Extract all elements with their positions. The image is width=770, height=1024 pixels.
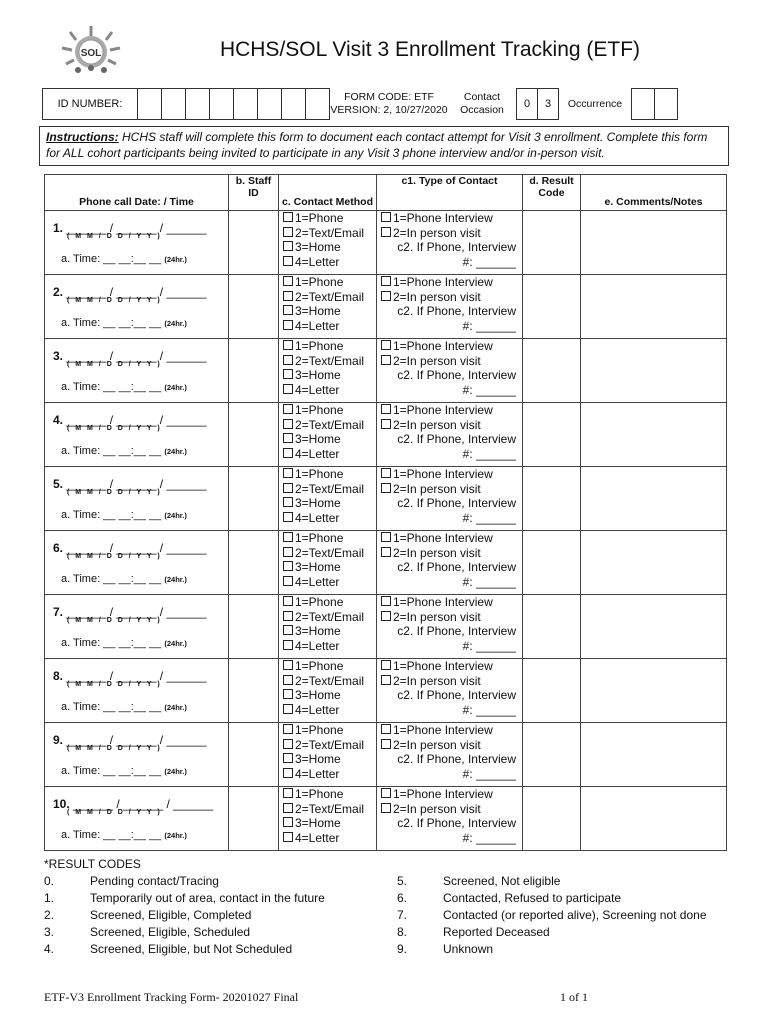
checkbox-icon[interactable]: [283, 640, 293, 650]
method-option[interactable]: 4=Letter: [279, 255, 376, 270]
time-line: a. Time: __ __:__ __ (24hr.): [61, 381, 187, 393]
date-format: ( M M / D D / Y Y ): [67, 681, 162, 688]
method-option[interactable]: 2=Text/Email: [279, 802, 376, 817]
checkbox-icon[interactable]: [283, 832, 293, 842]
method-option[interactable]: 1=Phone: [279, 467, 376, 482]
contact-method-cell: [279, 467, 377, 531]
table-row: [45, 403, 727, 467]
interview-number-field[interactable]: #: ______: [462, 254, 516, 269]
col-type: c1. Type of Contact: [377, 175, 523, 211]
time-line: a. Time: __ __:__ __ (24hr.): [61, 573, 187, 585]
checkbox-icon[interactable]: [283, 483, 293, 493]
contact-method-cell: [279, 211, 377, 275]
interview-number-label: c2. If Phone, Interview: [397, 816, 516, 830]
checkbox-icon[interactable]: [283, 625, 293, 635]
contact-method-cell: [279, 595, 377, 659]
method-option[interactable]: 1=Phone: [279, 659, 376, 674]
checkbox-icon[interactable]: [381, 660, 391, 670]
checkbox-icon[interactable]: [283, 384, 293, 394]
staff-id-cell[interactable]: [229, 211, 279, 275]
date-line: 1. ______ / ______ / ______: [53, 221, 207, 235]
interview-number-field[interactable]: #: ______: [462, 702, 516, 717]
table-row: [45, 339, 727, 403]
method-option[interactable]: 4=Letter: [279, 511, 376, 526]
interview-number-label: c2. If Phone, Interview: [397, 432, 516, 446]
instructions: [39, 126, 729, 166]
col-staff: b. Staff ID: [229, 175, 279, 211]
svg-text:SOL: SOL: [80, 48, 102, 59]
result-code-cell[interactable]: [523, 211, 581, 275]
time-line: a. Time: __ __:__ __ (24hr.): [61, 317, 187, 329]
date-format: ( M M / D D / Y Y ): [67, 617, 162, 624]
checkbox-icon[interactable]: [381, 675, 391, 685]
table-row: [45, 275, 727, 339]
method-option[interactable]: 2=Text/Email: [279, 546, 376, 561]
method-option[interactable]: 1=Phone: [279, 723, 376, 738]
comments-cell[interactable]: [581, 595, 727, 659]
interview-number-field[interactable]: #: ______: [462, 766, 516, 781]
checkbox-icon[interactable]: [283, 788, 293, 798]
occurrence-box[interactable]: [632, 89, 655, 120]
checkbox-icon[interactable]: [283, 256, 293, 266]
time-line: a. Time: __ __:__ __ (24hr.): [61, 701, 187, 713]
method-option[interactable]: 3=Home: [279, 432, 376, 447]
checkbox-icon[interactable]: [381, 291, 391, 301]
interview-number-field[interactable]: #: ______: [462, 830, 516, 845]
checkbox-icon[interactable]: [283, 532, 293, 542]
date-format: ( M M / D D / Y Y ): [67, 489, 162, 496]
checkbox-icon[interactable]: [381, 803, 391, 813]
date-line: 5. ______ / ______ / ______: [53, 477, 207, 491]
checkbox-icon[interactable]: [381, 419, 391, 429]
col-date: Phone call Date: / Time: [45, 175, 229, 211]
type-option[interactable]: 2=In person visit: [377, 610, 522, 625]
checkbox-icon[interactable]: [381, 483, 391, 493]
type-option[interactable]: 2=In person visit: [377, 418, 522, 433]
method-option[interactable]: 2=Text/Email: [279, 290, 376, 305]
method-option[interactable]: 1=Phone: [279, 595, 376, 610]
contact-type-cell: [377, 723, 523, 787]
type-option[interactable]: 2=In person visit: [377, 354, 522, 369]
type-option[interactable]: 2=In person visit: [377, 290, 522, 305]
type-option[interactable]: 1=Phone Interview: [377, 659, 522, 674]
time-line: a. Time: __ __:__ __ (24hr.): [61, 253, 187, 265]
result-code-cell[interactable]: [523, 275, 581, 339]
date-line: 2. ______ / ______ / ______: [53, 285, 207, 299]
method-option[interactable]: 1=Phone: [279, 531, 376, 546]
sol-logo: [56, 24, 126, 82]
date-time-cell[interactable]: [45, 787, 229, 851]
checkbox-icon[interactable]: [283, 576, 293, 586]
date-time-cell[interactable]: [45, 403, 229, 467]
contact-type-cell: [377, 467, 523, 531]
staff-id-cell[interactable]: [229, 275, 279, 339]
table-row: [45, 531, 727, 595]
checkbox-icon[interactable]: [381, 724, 391, 734]
interview-number-field[interactable]: #: ______: [462, 510, 516, 525]
method-option[interactable]: 2=Text/Email: [279, 418, 376, 433]
checkbox-icon[interactable]: [283, 305, 293, 315]
result-code-row: 1. Temporarily out of area, contact in the future 6. Contacted, Refused to participate: [44, 891, 622, 905]
checkbox-icon[interactable]: [283, 689, 293, 699]
checkbox-icon[interactable]: [381, 547, 391, 557]
interview-number-label: c2. If Phone, Interview: [397, 624, 516, 638]
time-line: a. Time: __ __:__ __ (24hr.): [61, 765, 187, 777]
method-option[interactable]: 4=Letter: [279, 447, 376, 462]
table-row: [45, 595, 727, 659]
checkbox-icon[interactable]: [381, 788, 391, 798]
method-option[interactable]: 3=Home: [279, 624, 376, 639]
occasion-digit: 0: [517, 89, 538, 120]
date-line: 7. ______ / ______ / ______: [53, 605, 207, 619]
id-box[interactable]: [234, 89, 258, 120]
result-code-row: 0. Pending contact/Tracing 5. Screened, Not eligible: [44, 874, 561, 888]
interview-number-label: c2. If Phone, Interview: [397, 752, 516, 766]
id-box[interactable]: [186, 89, 210, 120]
method-option[interactable]: 3=Home: [279, 816, 376, 831]
time-line: a. Time: __ __:__ __ (24hr.): [61, 509, 187, 521]
type-option[interactable]: 1=Phone Interview: [377, 787, 522, 802]
type-option[interactable]: 1=Phone Interview: [377, 723, 522, 738]
result-code-cell[interactable]: [523, 339, 581, 403]
result-codes-heading: *RESULT CODES: [44, 857, 141, 871]
contact-type-cell: [377, 659, 523, 723]
method-option[interactable]: 2=Text/Email: [279, 674, 376, 689]
checkbox-icon[interactable]: [283, 611, 293, 621]
contact-occasion-label: Contact Occasion: [460, 91, 504, 116]
result-code-row: 2. Screened, Eligible, Completed 7. Contacted (or reported alive), Screening not done: [44, 908, 707, 922]
date-format: ( M M / D D / Y Y ): [67, 233, 162, 240]
comments-cell[interactable]: [581, 275, 727, 339]
interview-number-field[interactable]: #: ______: [462, 574, 516, 589]
table-row: [45, 467, 727, 531]
checkbox-icon[interactable]: [381, 227, 391, 237]
id-label: ID NUMBER:: [43, 89, 138, 120]
result-code-cell[interactable]: [523, 467, 581, 531]
checkbox-icon[interactable]: [381, 212, 391, 222]
contact-type-cell: [377, 595, 523, 659]
method-option[interactable]: 4=Letter: [279, 831, 376, 846]
time-line: a. Time: __ __:__ __ (24hr.): [61, 445, 187, 457]
id-box[interactable]: [210, 89, 234, 120]
contact-type-cell: [377, 787, 523, 851]
footer-page-number: 1 of 1: [560, 990, 588, 1004]
comments-cell[interactable]: [581, 723, 727, 787]
contact-type-cell: [377, 403, 523, 467]
method-option[interactable]: 1=Phone: [279, 339, 376, 354]
page-title: HCHS/SOL Visit 3 Enrollment Tracking (ETF): [219, 38, 641, 61]
method-option[interactable]: 3=Home: [279, 240, 376, 255]
result-code-cell[interactable]: [523, 595, 581, 659]
comments-cell[interactable]: [581, 211, 727, 275]
date-format: ( M M / D D / Y Y ): [67, 361, 162, 368]
checkbox-icon[interactable]: [283, 433, 293, 443]
form-code: FORM CODE: ETF VERSION: 2, 10/27/2020: [330, 91, 448, 116]
checkbox-icon[interactable]: [283, 468, 293, 478]
method-option[interactable]: 4=Letter: [279, 703, 376, 718]
checkbox-icon[interactable]: [283, 227, 293, 237]
type-option[interactable]: 2=In person visit: [377, 674, 522, 689]
method-option[interactable]: 3=Home: [279, 752, 376, 767]
col-comments: e. Comments/Notes: [581, 175, 727, 211]
id-box[interactable]: [282, 89, 306, 120]
date-format: ( M M / D D / Y Y ): [67, 809, 162, 816]
date-time-cell[interactable]: [45, 339, 229, 403]
type-option[interactable]: 2=In person visit: [377, 226, 522, 241]
contact-method-cell: [279, 275, 377, 339]
checkbox-icon[interactable]: [283, 596, 293, 606]
staff-id-cell[interactable]: [229, 723, 279, 787]
interview-number-label: c2. If Phone, Interview: [397, 368, 516, 382]
date-format: ( M M / D D / Y Y ): [67, 297, 162, 304]
method-option[interactable]: 3=Home: [279, 496, 376, 511]
type-option[interactable]: 1=Phone Interview: [377, 211, 522, 226]
checkbox-icon[interactable]: [283, 320, 293, 330]
method-option[interactable]: 3=Home: [279, 560, 376, 575]
checkbox-icon[interactable]: [283, 497, 293, 507]
contact-type-cell: [377, 339, 523, 403]
date-line: 10. ______ / ______ / ______: [53, 797, 214, 811]
type-option[interactable]: 2=In person visit: [377, 802, 522, 817]
id-box[interactable]: [306, 89, 330, 120]
id-box[interactable]: [258, 89, 282, 120]
contact-type-cell: [377, 211, 523, 275]
contact-method-cell: [279, 659, 377, 723]
type-option[interactable]: 1=Phone Interview: [377, 339, 522, 354]
method-option[interactable]: 4=Letter: [279, 383, 376, 398]
occurrence-label: Occurrence: [567, 98, 623, 110]
checkbox-icon[interactable]: [381, 532, 391, 542]
type-option[interactable]: 1=Phone Interview: [377, 595, 522, 610]
date-time-cell[interactable]: [45, 723, 229, 787]
method-option[interactable]: 4=Letter: [279, 319, 376, 334]
comments-cell[interactable]: [581, 787, 727, 851]
interview-number-field[interactable]: #: ______: [462, 446, 516, 461]
method-option[interactable]: 3=Home: [279, 304, 376, 319]
date-format: ( M M / D D / Y Y ): [67, 425, 162, 432]
staff-id-cell[interactable]: [229, 339, 279, 403]
result-code-row: 4. Screened, Eligible, but Not Scheduled 9. Unknown: [44, 942, 494, 956]
checkbox-icon[interactable]: [381, 340, 391, 350]
method-option[interactable]: 4=Letter: [279, 639, 376, 654]
checkbox-icon[interactable]: [283, 276, 293, 286]
checkbox-icon[interactable]: [283, 817, 293, 827]
method-option[interactable]: 4=Letter: [279, 767, 376, 782]
result-code-cell[interactable]: [523, 531, 581, 595]
time-line: a. Time: __ __:__ __ (24hr.): [61, 637, 187, 649]
checkbox-icon[interactable]: [283, 448, 293, 458]
checkbox-icon[interactable]: [381, 739, 391, 749]
result-code-cell[interactable]: [523, 723, 581, 787]
date-time-cell[interactable]: [45, 275, 229, 339]
checkbox-icon[interactable]: [381, 596, 391, 606]
date-line: 9. ______ / ______ / ______: [53, 733, 207, 747]
method-option[interactable]: 2=Text/Email: [279, 226, 376, 241]
contact-method-cell: [279, 787, 377, 851]
checkbox-icon[interactable]: [381, 404, 391, 414]
col-method: c. Contact Method: [279, 175, 377, 211]
checkbox-icon[interactable]: [283, 212, 293, 222]
contact-method-cell: [279, 723, 377, 787]
date-time-cell[interactable]: [45, 467, 229, 531]
checkbox-icon[interactable]: [381, 468, 391, 478]
checkbox-icon[interactable]: [283, 768, 293, 778]
date-time-cell[interactable]: [45, 595, 229, 659]
method-option[interactable]: 2=Text/Email: [279, 610, 376, 625]
footer-form-name: ETF-V3 Enrollment Tracking Form- 20201027 Final: [44, 990, 299, 1004]
checkbox-icon[interactable]: [283, 404, 293, 414]
staff-id-cell[interactable]: [229, 659, 279, 723]
interview-number-field[interactable]: #: ______: [462, 638, 516, 653]
type-option[interactable]: 1=Phone Interview: [377, 275, 522, 290]
type-option[interactable]: 2=In person visit: [377, 738, 522, 753]
date-format: ( M M / D D / Y Y ): [67, 745, 162, 752]
checkbox-icon[interactable]: [283, 803, 293, 813]
result-code-row: 3. Screened, Eligible, Scheduled 8. Reported Deceased: [44, 925, 550, 939]
checkbox-icon[interactable]: [283, 753, 293, 763]
checkbox-icon[interactable]: [283, 724, 293, 734]
comments-cell[interactable]: [581, 531, 727, 595]
date-line: 8. ______ / ______ / ______: [53, 669, 207, 683]
col-result: d. Result Code: [523, 175, 581, 211]
table-row: [45, 787, 727, 851]
contact-method-cell: [279, 403, 377, 467]
checkbox-icon[interactable]: [283, 561, 293, 571]
comments-cell[interactable]: [581, 403, 727, 467]
date-time-cell[interactable]: [45, 531, 229, 595]
staff-id-cell[interactable]: [229, 467, 279, 531]
method-option[interactable]: 1=Phone: [279, 275, 376, 290]
table-row: [45, 723, 727, 787]
checkbox-icon[interactable]: [381, 611, 391, 621]
method-option[interactable]: 4=Letter: [279, 575, 376, 590]
contact-type-cell: [377, 531, 523, 595]
staff-id-cell[interactable]: [229, 595, 279, 659]
checkbox-icon[interactable]: [283, 355, 293, 365]
contact-type-cell: [377, 275, 523, 339]
type-option[interactable]: 2=In person visit: [377, 546, 522, 561]
type-option[interactable]: 2=In person visit: [377, 482, 522, 497]
type-option[interactable]: 1=Phone Interview: [377, 531, 522, 546]
interview-number-field[interactable]: #: ______: [462, 382, 516, 397]
checkbox-icon[interactable]: [381, 355, 391, 365]
time-line: a. Time: __ __:__ __ (24hr.): [61, 829, 187, 841]
checkbox-icon[interactable]: [283, 419, 293, 429]
result-code-cell[interactable]: [523, 403, 581, 467]
checkbox-icon[interactable]: [283, 241, 293, 251]
result-code-cell[interactable]: [523, 659, 581, 723]
method-option[interactable]: 1=Phone: [279, 787, 376, 802]
method-option[interactable]: 3=Home: [279, 368, 376, 383]
date-line: 3. ______ / ______ / ______: [53, 349, 207, 363]
checkbox-icon[interactable]: [381, 276, 391, 286]
interview-number-label: c2. If Phone, Interview: [397, 688, 516, 702]
staff-id-cell[interactable]: [229, 787, 279, 851]
date-time-cell[interactable]: [45, 211, 229, 275]
checkbox-icon[interactable]: [283, 739, 293, 749]
interview-number-label: c2. If Phone, Interview: [397, 496, 516, 510]
checkbox-icon[interactable]: [283, 512, 293, 522]
method-option[interactable]: 1=Phone: [279, 403, 376, 418]
checkbox-icon[interactable]: [283, 704, 293, 714]
staff-id-cell[interactable]: [229, 403, 279, 467]
method-option[interactable]: 2=Text/Email: [279, 354, 376, 369]
interview-number-field[interactable]: #: ______: [462, 318, 516, 333]
checkbox-icon[interactable]: [283, 369, 293, 379]
contact-method-cell: [279, 339, 377, 403]
interview-number-label: c2. If Phone, Interview: [397, 240, 516, 254]
checkbox-icon[interactable]: [283, 660, 293, 670]
type-option[interactable]: 1=Phone Interview: [377, 467, 522, 482]
type-option[interactable]: 1=Phone Interview: [377, 403, 522, 418]
method-option[interactable]: 3=Home: [279, 688, 376, 703]
staff-id-cell[interactable]: [229, 531, 279, 595]
date-line: 4. ______ / ______ / ______: [53, 413, 207, 427]
result-code-cell[interactable]: [523, 787, 581, 851]
method-option[interactable]: 2=Text/Email: [279, 738, 376, 753]
instructions-text: HCHS staff will complete this form to document each contact attempt for Visit 3 enrollment. Complete this form for ALL cohort participants being invited to participate in any Visit 3 phone interview and/or in-person visit.: [46, 130, 708, 160]
occurrence-box[interactable]: [655, 89, 678, 120]
checkbox-icon[interactable]: [283, 675, 293, 685]
method-option[interactable]: 1=Phone: [279, 211, 376, 226]
comments-cell[interactable]: [581, 659, 727, 723]
checkbox-icon[interactable]: [283, 291, 293, 301]
interview-number-label: c2. If Phone, Interview: [397, 304, 516, 318]
comments-cell[interactable]: [581, 339, 727, 403]
occasion-digit: 3: [538, 89, 559, 120]
header-table: [42, 88, 678, 120]
result-codes: [44, 857, 744, 959]
method-option[interactable]: 2=Text/Email: [279, 482, 376, 497]
date-time-cell[interactable]: [45, 659, 229, 723]
id-box[interactable]: [138, 89, 162, 120]
interview-number-label: c2. If Phone, Interview: [397, 560, 516, 574]
contact-method-cell: [279, 531, 377, 595]
table-row: [45, 659, 727, 723]
table-row: [45, 211, 727, 275]
id-box[interactable]: [162, 89, 186, 120]
checkbox-icon[interactable]: [283, 340, 293, 350]
checkbox-icon[interactable]: [283, 547, 293, 557]
date-line: 6. ______ / ______ / ______: [53, 541, 207, 555]
tracking-table: [44, 174, 727, 851]
instructions-label: Instructions:: [46, 130, 119, 144]
date-format: ( M M / D D / Y Y ): [67, 553, 162, 560]
comments-cell[interactable]: [581, 467, 727, 531]
